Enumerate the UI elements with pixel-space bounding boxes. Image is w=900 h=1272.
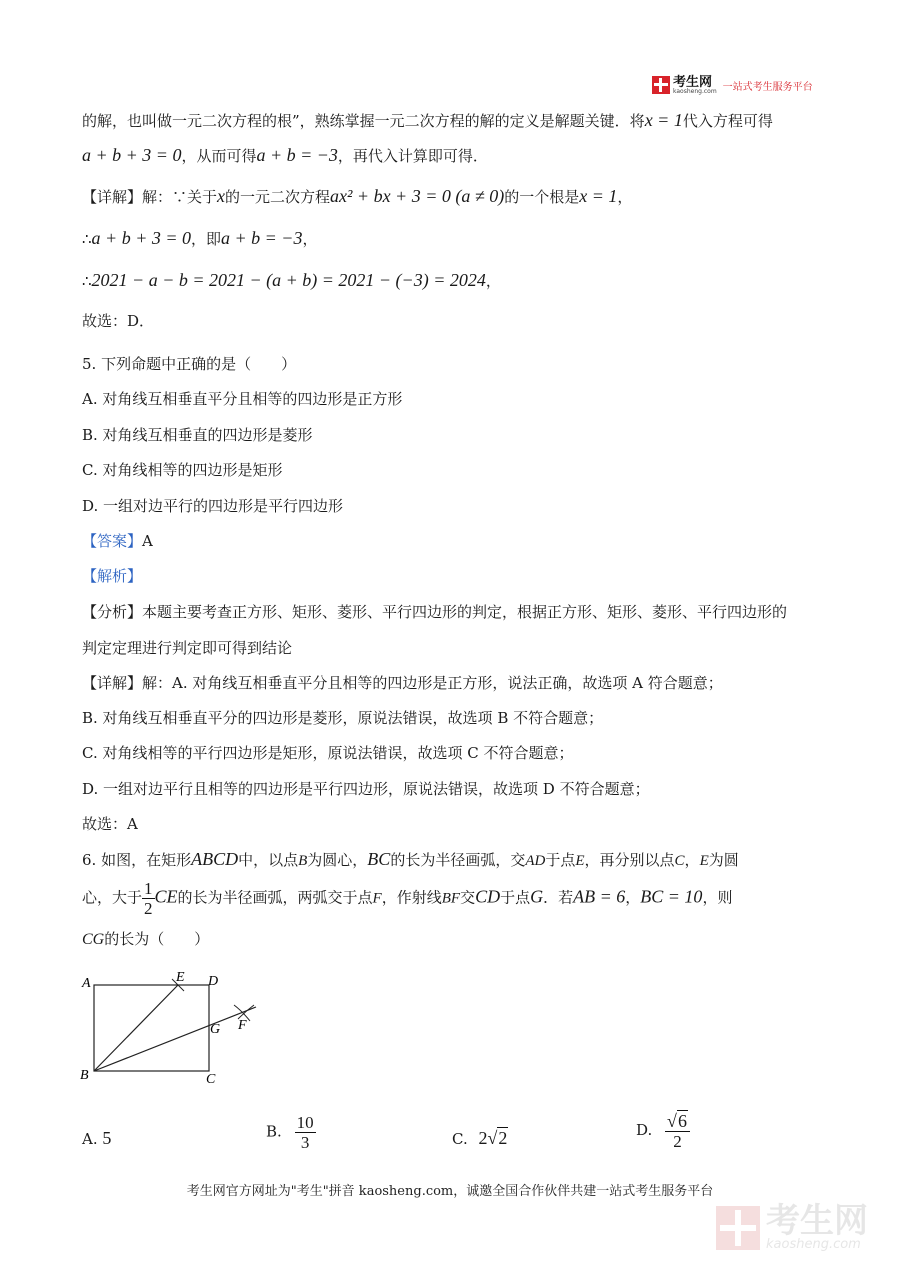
q4-line-3: 【详解】解：∵关于x的一元二次方程ax² + bx + 3 = 0 (a ≠ 0)的一个根是x = 1， bbox=[82, 186, 633, 206]
q5-option-b: B. 对角线互相垂直的四边形是菱形 bbox=[82, 426, 313, 444]
answer-value: A bbox=[142, 532, 153, 550]
brand-slogan: 一站式考生服务平台 bbox=[722, 81, 813, 93]
q6-option-b: B. $\frac{10}{3}$ bbox=[266, 1113, 314, 1152]
q5-option-c: C. 对角线相等的四边形是矩形 bbox=[82, 461, 283, 479]
label-f: F bbox=[238, 1018, 247, 1033]
label-g: G bbox=[210, 1022, 221, 1037]
q6-option-c: C. 2√2 bbox=[452, 1128, 508, 1148]
q6-figure bbox=[80, 965, 270, 1090]
q5-analysis-tag: 【解析】 bbox=[82, 567, 143, 585]
q5-detail-c: C. 对角线相等的平行四边形是矩形，原说法错误，故选项 C 不符合题意； bbox=[82, 744, 574, 762]
q5-option-d: D. 一组对边平行的四边形是平行四边形 bbox=[82, 497, 344, 515]
q5-conclusion: 故选：A bbox=[82, 815, 138, 833]
q6-stem-line-3: CG的长为（ ） bbox=[82, 930, 210, 948]
label-a: A bbox=[82, 976, 91, 991]
page-footer: 考生网官方网址为"考生"拼音 kaosheng.com，诚邀全国合作伙伴共建一站式考生服务平台 bbox=[186, 1184, 714, 1199]
q5-detail-b: B. 对角线互相垂直平分的四边形是菱形，原说法错误，故选项 B 不符合题意； bbox=[82, 709, 604, 727]
brand-url: kaosheng.com bbox=[673, 87, 717, 95]
segment-be bbox=[94, 985, 178, 1071]
q6-stem-line-2: 心，大于 $\frac{1}{2}$ CE的长为半径画弧，两弧交于点F，作射线BF交CD于点G．若AB = 6，BC = 10，则 bbox=[82, 879, 733, 918]
q4-conclusion: 故选：D． bbox=[82, 312, 155, 330]
q5-stem: 5. 下列命题中正确的是（ ） bbox=[82, 355, 297, 373]
brand-logo-icon bbox=[652, 76, 670, 94]
q6-option-d: D. $\frac{√6}{2}$ bbox=[636, 1112, 690, 1150]
rectangle-abcd bbox=[94, 985, 209, 1071]
label-d: D bbox=[208, 974, 219, 989]
q5-answer bbox=[82, 532, 153, 550]
q4-line-4: ∴a + b + 3 = 0，即a + b = −3， bbox=[82, 228, 318, 248]
q4-line-1: 的解，也叫做一元二次方程的根”，熟练掌握一元二次方程的解的定义是解题关键．将x = 1代入方程可得 bbox=[82, 110, 773, 130]
answer-tag: 【答案】 bbox=[82, 532, 143, 550]
q5-fenxi-line-2: 判定定理进行判定即可得到结论 bbox=[82, 639, 293, 657]
q5-option-a: A. 对角线互相垂直平分且相等的四边形是正方形 bbox=[82, 390, 403, 408]
q6-option-a: A. 5 bbox=[82, 1128, 112, 1148]
q5-detail-d: D. 一组对边平行且相等的四边形是平行四边形，原说法错误，故选项 D 不符合题意； bbox=[82, 780, 650, 798]
ray-bf bbox=[94, 1007, 256, 1071]
q5-detail-a: 【详解】解：A. 对角线互相垂直平分且相等的四边形是正方形，说法正确，故选项 A 符合题意； bbox=[82, 674, 723, 692]
label-c: C bbox=[206, 1072, 216, 1087]
q6-stem-line-1: 6. 如图，在矩形ABCD中，以点B为圆心，BC的长为半径画弧，交AD于点E，再分别以点C，E为圆 bbox=[82, 849, 739, 869]
q4-line-5: ∴2021 − a − b = 2021 − (a + b) = 2021 − (−3) = 2024， bbox=[82, 270, 501, 290]
label-e: E bbox=[176, 970, 185, 985]
watermark-logo-icon bbox=[716, 1206, 760, 1250]
q5-fenxi-line-1: 【分析】本题主要考查正方形、矩形、菱形、平行四边形的判定，根据正方形、矩形、菱形、平行四边形的 bbox=[82, 603, 788, 621]
fraction-half: $\frac{1}{2}$ bbox=[144, 879, 153, 918]
q4-line-2: a + b + 3 = 0，从而可得a + b = −3，再代入计算即可得． bbox=[82, 145, 488, 165]
header-logo bbox=[652, 74, 813, 96]
label-b: B bbox=[80, 1068, 89, 1083]
brand-name: 考生网 bbox=[673, 74, 713, 90]
watermark: 考生网 kaosheng.com bbox=[716, 1204, 868, 1251]
